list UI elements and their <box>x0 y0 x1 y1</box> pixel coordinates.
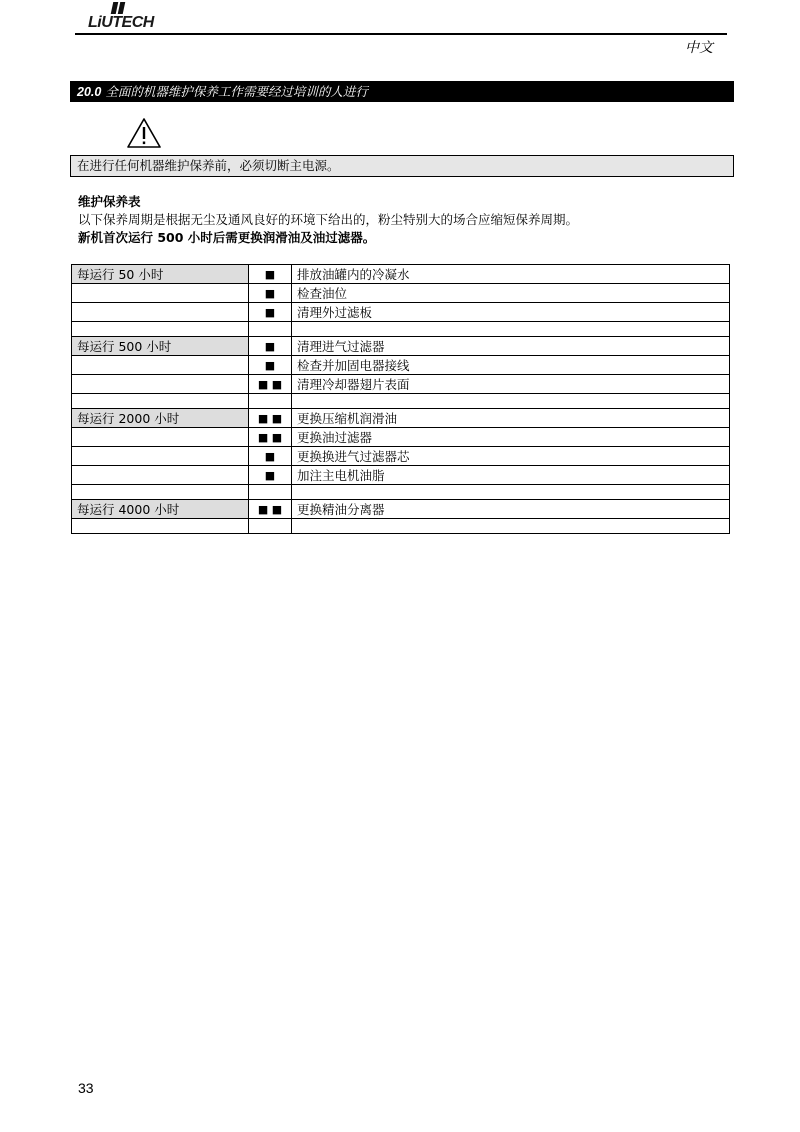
warning-triangle-icon <box>126 117 162 149</box>
mark-cell: ■ ■ <box>249 500 292 519</box>
period-cell: 每运行 2000 小时 <box>72 409 249 428</box>
table-row <box>72 519 730 534</box>
table-row <box>72 356 730 375</box>
period-cell <box>72 322 249 337</box>
period-cell: 每运行 500 小时 <box>72 337 249 356</box>
task-cell: 加注主电机油脂 <box>292 466 730 485</box>
task-cell: 更换换进气过滤器芯 <box>292 447 730 466</box>
language-label: 中文 <box>685 40 713 56</box>
table-row <box>72 500 730 519</box>
table-row <box>72 409 730 428</box>
table-row <box>72 284 730 303</box>
intro-title: 维护保养表 <box>78 194 141 209</box>
period-cell: 每运行 50 小时 <box>72 265 249 284</box>
table-row <box>72 466 730 485</box>
section-heading <box>70 81 734 102</box>
task-cell: 检查油位 <box>292 284 730 303</box>
table-row <box>72 485 730 500</box>
mark-cell: ■ ■ <box>249 409 292 428</box>
section-title: 全面的机器维护保养工作需要经过培训的人进行 <box>105 84 368 99</box>
task-cell: 清理外过滤板 <box>292 303 730 322</box>
mark-cell: ■ <box>249 284 292 303</box>
mark-cell <box>249 322 292 337</box>
task-cell: 排放油罐内的冷凝水 <box>292 265 730 284</box>
table-row <box>72 375 730 394</box>
period-cell <box>72 447 249 466</box>
period-cell <box>72 303 249 322</box>
mark-cell: ■ ■ <box>249 375 292 394</box>
period-cell <box>72 428 249 447</box>
period-cell <box>72 394 249 409</box>
task-cell: 更换精油分离器 <box>292 500 730 519</box>
intro-block <box>78 193 578 247</box>
mark-cell: ■ <box>249 303 292 322</box>
mark-cell: ■ <box>249 337 292 356</box>
warning-notice: 在进行任何机器维护保养前，必须切断主电源。 <box>70 155 734 177</box>
mark-cell: ■ <box>249 466 292 485</box>
table-row <box>72 337 730 356</box>
task-cell: 清理冷却器翅片表面 <box>292 375 730 394</box>
task-cell: 清理进气过滤器 <box>292 337 730 356</box>
brand-name: LiUTECH <box>88 14 154 31</box>
mark-cell: ■ <box>249 447 292 466</box>
period-cell <box>72 466 249 485</box>
task-cell <box>292 394 730 409</box>
mark-cell <box>249 519 292 534</box>
company-logo <box>88 2 162 32</box>
section-number: 20.0 <box>77 85 102 99</box>
mark-cell: ■ <box>249 356 292 375</box>
table-row <box>72 447 730 466</box>
mark-cell <box>249 485 292 500</box>
table-row <box>72 322 730 337</box>
task-cell: 更换压缩机润滑油 <box>292 409 730 428</box>
period-cell <box>72 485 249 500</box>
header-divider <box>75 33 727 35</box>
table-row <box>72 265 730 284</box>
task-cell <box>292 485 730 500</box>
intro-line-1: 以下保养周期是根据无尘及通风良好的环境下给出的，粉尘特别大的场合应缩短保养周期。 <box>78 212 579 227</box>
period-cell: 每运行 4000 小时 <box>72 500 249 519</box>
mark-cell: ■ <box>249 265 292 284</box>
period-cell <box>72 284 249 303</box>
intro-line-2: 新机首次运行 500 小时后需更换润滑油及油过滤器。 <box>78 230 376 245</box>
maintenance-schedule-table <box>71 264 730 534</box>
table-row <box>72 428 730 447</box>
task-cell: 检查并加固电器接线 <box>292 356 730 375</box>
task-cell: 更换油过滤器 <box>292 428 730 447</box>
period-cell <box>72 356 249 375</box>
table-row <box>72 303 730 322</box>
table-row <box>72 394 730 409</box>
task-cell <box>292 322 730 337</box>
page-number: 33 <box>78 1080 94 1096</box>
task-cell <box>292 519 730 534</box>
mark-cell <box>249 394 292 409</box>
mark-cell: ■ ■ <box>249 428 292 447</box>
logo-mark-icon <box>111 2 125 14</box>
period-cell <box>72 375 249 394</box>
period-cell <box>72 519 249 534</box>
